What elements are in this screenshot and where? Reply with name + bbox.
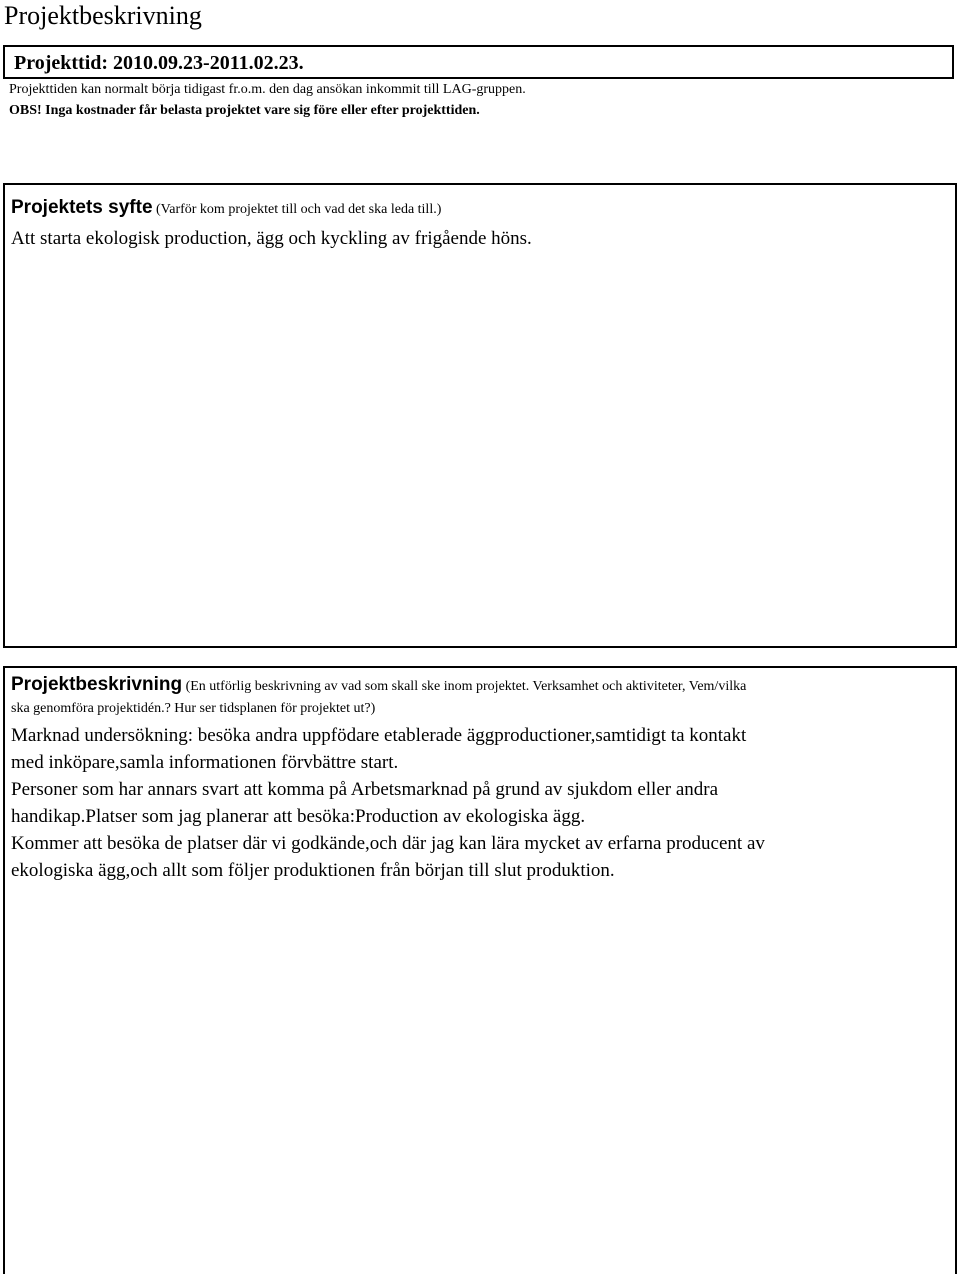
purpose-hint: (Varför kom projektet till och vad det ska leda till.) (152, 202, 442, 217)
description-hint-continued: ska genomföra projektidén.? Hur ser tidsplanen för projektet ut?) (11, 701, 376, 716)
description-heading-line (11, 676, 746, 696)
description-line: med inköpare,samla informationen förvbättre start. (11, 752, 399, 773)
period-warning: OBS! Inga kostnader får belasta projektet vare sig före eller efter projekttiden. (9, 103, 480, 118)
description-line: Kommer att besöka de platser där vi godkände,och där jag kan lära mycket av erfarna producent av (11, 833, 765, 854)
description-section (3, 666, 957, 1274)
description-line: handikap.Platser som jag planerar att besöka:Production av ekologiska ägg. (11, 806, 586, 827)
period-note: Projekttiden kan normalt börja tidigast fr.o.m. den dag ansökan inkommit till LAG-gruppen. (9, 82, 526, 97)
description-hint: (En utförlig beskrivning av vad som skall ske inom projektet. Verksamhet och aktiviteter, Vem/vilka (182, 679, 747, 694)
purpose-heading: Projektets syfte (11, 197, 153, 218)
description-line: Marknad undersökning: besöka andra uppfödare etablerade äggproductioner,samtidigt ta kontakt (11, 725, 747, 746)
purpose-text: Att starta ekologisk production, ägg och kyckling av frigående höns. (11, 228, 532, 249)
description-line: ekologiska ägg,och allt som följer produktionen från början till slut produktion. (11, 860, 615, 881)
project-period-title: Projekttid: 2010.09.23-2011.02.23. (14, 52, 304, 74)
description-heading: Projektbeskrivning (11, 674, 183, 695)
description-line: Personer som har annars svart att komma på Arbetsmarknad på grund av sjukdom eller andra (11, 779, 719, 800)
purpose-heading-line (11, 199, 441, 219)
purpose-section (3, 183, 957, 648)
project-period-box (3, 45, 954, 79)
page-title: Projektbeskrivning (4, 1, 202, 30)
